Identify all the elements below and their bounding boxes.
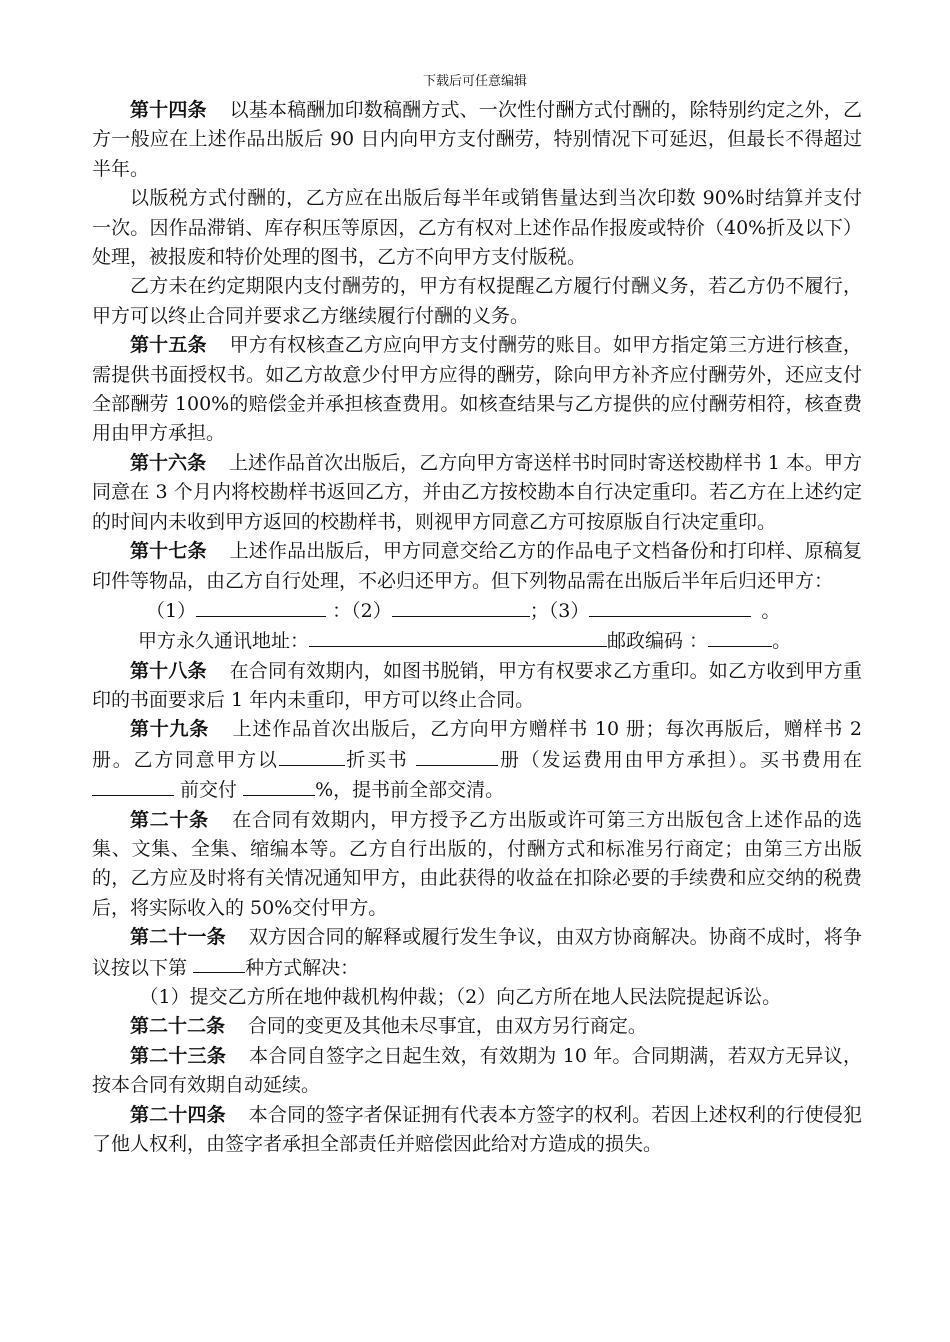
article-text: 在合同有效期内，甲方授予乙方出版或许可第三方出版包含上述作品的选集、文集、全集、缩编本等。乙方自行出版的，付酬方式和标准另行商定；由第三方出版的，乙方应及时将有关情况通知甲方，由此获得的收益在扣除必要的手续费和应交纳的税费后，将实际收入的 50%交付甲方。: [92, 808, 862, 919]
return-items-line: [92, 596, 862, 626]
article-text: 折买书: [344, 748, 409, 771]
percent-blank[interactable]: [243, 775, 315, 796]
article-16: [92, 449, 862, 537]
article-label: 第十五条: [130, 334, 207, 357]
separator: ：: [332, 599, 352, 622]
item-2-blank[interactable]: [392, 596, 530, 617]
article-label: 第十四条: [130, 99, 207, 121]
postcode-blank[interactable]: [708, 626, 772, 647]
article-24: [92, 1101, 862, 1160]
item-3-blank[interactable]: [589, 596, 751, 617]
article-label: 第二十条: [130, 808, 209, 831]
article-text: %，提书前全部交清。: [315, 779, 505, 802]
item-1-label: （1）: [146, 599, 197, 622]
article-text: 在合同有效期内，如图书脱销，甲方有权要求乙方重印。如乙方收到甲方重印的书面要求后 1 年内未重印，甲方可以终止合同。: [92, 659, 862, 711]
article-text: 前交付: [180, 779, 238, 802]
article-text: 上述作品出版后，甲方同意交给乙方的作品电子文档备份和打印样、原稿复印件等物品，由乙方自行处理，不必归还甲方。但下列物品需在出版后半年后归还甲方：: [92, 540, 862, 592]
line-end: 。: [772, 630, 792, 653]
article-14: [92, 96, 862, 184]
article-label: 第二十二条: [130, 1015, 226, 1038]
method-blank[interactable]: [193, 953, 245, 974]
article-21: [92, 923, 862, 983]
address-label: 甲方永久通讯地址：: [138, 630, 310, 653]
article-label: 第二十三条: [130, 1044, 227, 1067]
article-21-options: （1）提交乙方所在地仲裁机构仲裁；（2）向乙方所在地人民法院提起诉讼。: [139, 985, 782, 1008]
postcode-label: 邮政编码 ：: [607, 630, 709, 653]
separator: ；: [529, 599, 549, 622]
item-3-label: （3）: [548, 599, 590, 622]
article-text: 上述作品首次出版后，乙方向甲方赠样书 10 册；每次再版后，赠样书 2 册。乙方同意甲方以: [92, 718, 862, 771]
article-text: 双方因合同的解释或履行发生争议，由双方协商解决。协商不成时，将争议按以下第: [92, 926, 862, 979]
article-text: 种方式解决：: [245, 956, 360, 979]
article-label: 第十八条: [130, 659, 207, 682]
article-18: [92, 657, 862, 716]
article-label: 第十六条: [130, 451, 207, 474]
address-blank[interactable]: [309, 626, 607, 647]
item-2-label: （2）: [351, 599, 392, 622]
article-text: 本合同的签字者保证拥有代表本方签字的权利。若因上述权利的行使侵犯了他人权利，由签字者承担全部责任并赔偿因此给对方造成的损失。: [92, 1103, 862, 1155]
page-header: 下载后可任意编辑: [422, 74, 527, 89]
article-label: 第十七条: [130, 540, 207, 563]
article-text: 甲方有权核查乙方应向甲方支付酬劳的账目。如甲方指定第三方进行核查，需提供书面授权书。如乙方故意少付甲方应得的酬劳，除向甲方补齐应付酬劳外，还应支付全部酬劳 100%的赔偿金并承担核查费用。如核查结果与乙方提供的应付酬劳相符，核查费用由甲方承担。: [92, 334, 862, 445]
article-label: 第二十一条: [130, 926, 226, 949]
address-line: [92, 626, 862, 656]
article-text: 上述作品首次出版后，乙方向甲方寄送样书时同时寄送校勘样书 1 本。甲方同意在 3 个月内将校勘样书返回乙方，并由乙方按校勘本自行决定重印。若乙方在上述约定的时间内未收到甲方返回的校勘样书，则视甲方同意乙方可按原版自行决定重印。: [92, 451, 862, 533]
discount-blank[interactable]: [279, 745, 345, 766]
article-15: [92, 331, 862, 449]
article-text: 册（发运费用由甲方承担）。买书费用在: [498, 748, 862, 771]
article-22: [92, 1012, 862, 1041]
payment-date-blank[interactable]: [92, 775, 174, 796]
article-23: [92, 1042, 862, 1101]
article-14-paragraph-3: 乙方未在约定期限内支付酬劳的，甲方有权提醒乙方履行付酬义务，若乙方仍不履行，甲方可以终止合同并要求乙方继续履行付酬的义务。: [92, 275, 862, 327]
copies-blank[interactable]: [416, 745, 498, 766]
article-label: 第二十四条: [130, 1103, 226, 1126]
article-14-paragraph-2: 以版税方式付酬的，乙方应在出版后每半年或销售量达到当次印数 90%时结算并支付一次。因作品滞销、库存积压等原因，乙方有权对上述作品作报废或特价（40%折及以下）处理，被报废和特价处理的图书，乙方不向甲方支付版税。: [92, 187, 862, 269]
article-text: 本合同自签字之日起生效，有效期为 10 年。合同期满，若双方无异议，按本合同有效期自动延续。: [92, 1044, 862, 1097]
article-text: 以基本稿酬加印数稿酬方式、一次性付酬方式付酬的，除特别约定之外，乙方一般应在上述作品出版后 90 日内向甲方支付酬劳，特别情况下可延迟，但最长不得超过半年。: [92, 99, 862, 180]
article-19: [92, 715, 862, 805]
article-label: 第十九条: [130, 718, 210, 741]
item-1-blank[interactable]: [196, 596, 326, 617]
line-end: 。: [761, 599, 781, 622]
contract-body: [92, 96, 862, 1159]
article-20: [92, 806, 862, 924]
article-17: [92, 537, 862, 596]
article-text: 合同的变更及其他未尽事宜，由双方另行商定。: [247, 1015, 647, 1038]
